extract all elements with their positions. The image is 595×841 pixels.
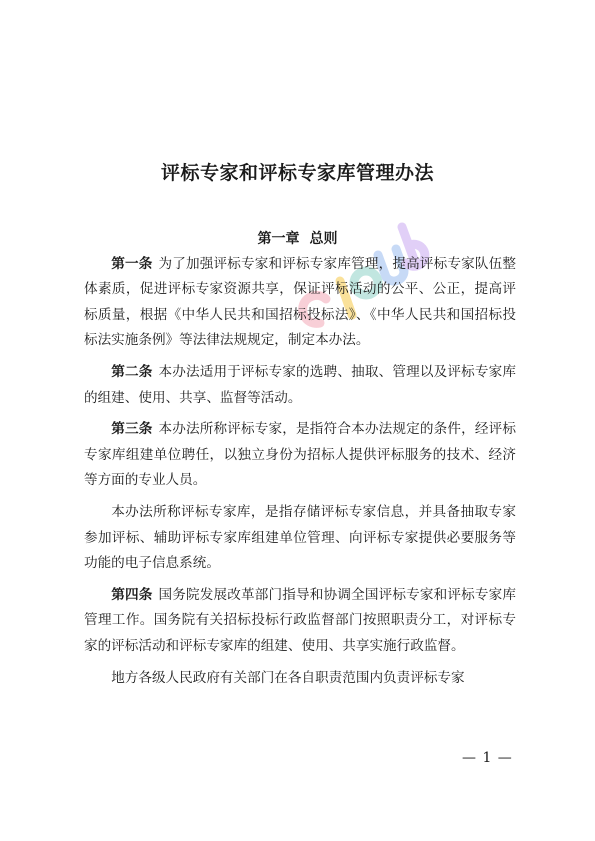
document-title: 评标专家和评标专家库管理办法 — [160, 162, 434, 184]
paragraph-article-3 — [84, 417, 516, 493]
paragraph-article-4 — [84, 583, 516, 659]
document-body — [84, 252, 516, 691]
paragraph-text: 本办法适用于评标专家的选聘、抽取、管理以及评标专家库的组建、使用、共享、监督等活动。 — [84, 364, 517, 406]
article-label: 第四条 — [111, 586, 153, 603]
chapter-name: 总则 — [309, 231, 338, 247]
paragraph-article-3-cont — [84, 500, 516, 576]
paragraph-article-1 — [84, 252, 516, 354]
paragraph-text: 本办法所称评标专家库，是指存储评标专家信息，并具备抽取专家参加评标、辅助评标专家库组建单位管理、向评标专家提供必要服务等功能的电子信息系统。 — [84, 504, 516, 571]
paragraph-article-4-cont — [84, 666, 516, 691]
chapter-number: 第一章 — [257, 231, 300, 247]
paragraph-text: 国务院发展改革部门指导和协调全国评标专家和评标专家库管理工作。国务院有关招标投标行政监督部门按照职责分工，对评标专家的评标活动和评标专家库的组建、使用、共享实施行政监督。 — [84, 586, 517, 654]
article-label: 第二条 — [111, 364, 153, 381]
article-label: 第一条 — [111, 256, 153, 272]
page-number: — 1 — — [462, 750, 513, 766]
paragraph-text: 本办法所称评标专家，是指符合本办法规定的条件，经评标专家库组建单位聘任，以独立身份为招标人提供评标服务的技术、经济等方面的专业人员。 — [84, 421, 517, 489]
paragraph-text: 为了加强评标专家和评标专家库管理，提高评标专家队伍整体素质，促进评标专家资源共享，保证评标活动的公平、公正，提高评标质量，根据《中华人民共和国招标投标法》、《中华人民共和国招标投标法实施条例》等法律法规规定，制定本办法。 — [84, 256, 517, 349]
chapter-heading — [0, 228, 595, 248]
article-label: 第三条 — [111, 421, 153, 438]
paragraph-text: 地方各级人民政府有关部门在各自职责范围内负责评标专家 — [111, 669, 465, 686]
paragraph-article-2 — [84, 360, 516, 411]
